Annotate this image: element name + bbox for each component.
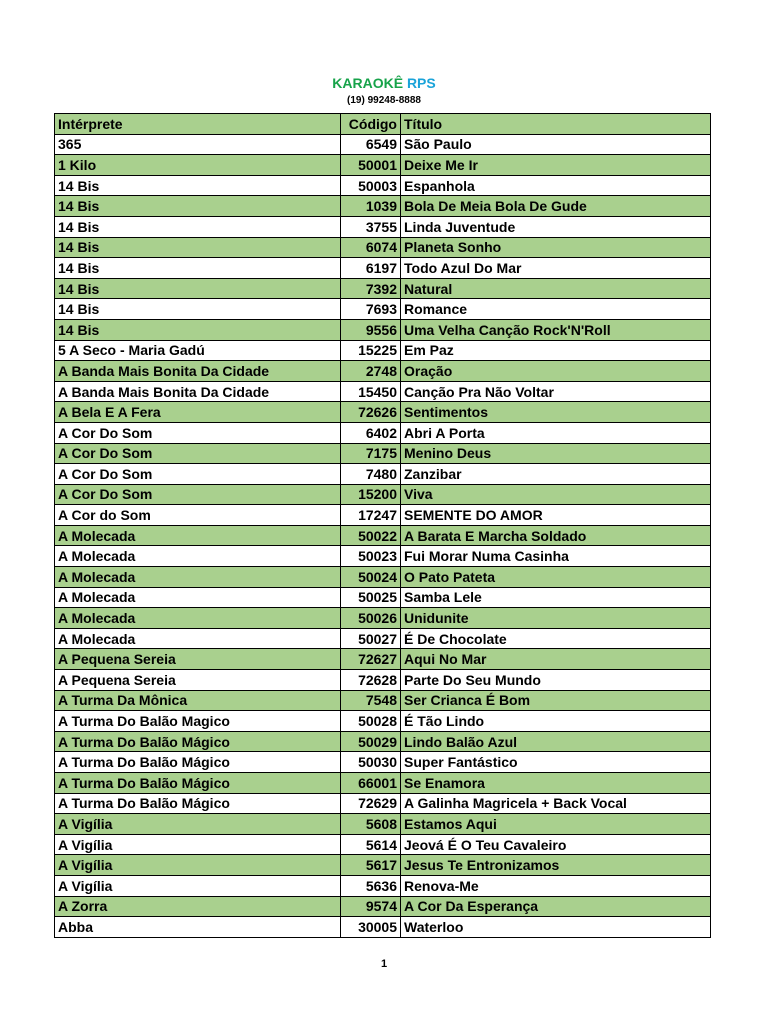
cell-code: 6074 [341, 237, 401, 258]
page-number: 1 [380, 958, 388, 970]
table-row [55, 814, 711, 835]
cell-artist: A Cor Do Som [55, 464, 341, 485]
column-header-title: Título [401, 114, 711, 135]
cell-code: 7548 [341, 690, 401, 711]
cell-code: 72627 [341, 649, 401, 670]
document-header [0, 74, 768, 108]
table-row [55, 773, 711, 794]
cell-artist: 14 Bis [55, 278, 341, 299]
cell-title: É Tão Lindo [401, 711, 711, 732]
table-row [55, 402, 711, 423]
cell-title: Super Fantástico [401, 752, 711, 773]
table-row [55, 855, 711, 876]
cell-artist: A Molecada [55, 608, 341, 629]
cell-code: 50003 [341, 175, 401, 196]
cell-code: 50028 [341, 711, 401, 732]
cell-artist: A Pequena Sereia [55, 670, 341, 691]
table-row [55, 875, 711, 896]
table-row [55, 319, 711, 340]
phone-number: (19) 99248-8888 [347, 95, 421, 106]
cell-code: 5617 [341, 855, 401, 876]
cell-title: Unidunite [401, 608, 711, 629]
cell-code: 72626 [341, 402, 401, 423]
cell-title: Oração [401, 361, 711, 382]
cell-title: Fui Morar Numa Casinha [401, 546, 711, 567]
cell-artist: A Molecada [55, 525, 341, 546]
cell-title: Bola De Meia Bola De Gude [401, 196, 711, 217]
cell-artist: A Molecada [55, 546, 341, 567]
cell-artist: A Turma Do Balão Magico [55, 711, 341, 732]
cell-artist: A Vigília [55, 814, 341, 835]
cell-code: 2748 [341, 361, 401, 382]
cell-title: Deixe Me Ir [401, 155, 711, 176]
table-row [55, 464, 711, 485]
table-row [55, 608, 711, 629]
cell-code: 30005 [341, 917, 401, 938]
table-row [55, 546, 711, 567]
table-row [55, 278, 711, 299]
cell-code: 66001 [341, 773, 401, 794]
table-header-row [55, 114, 711, 135]
table-row [55, 361, 711, 382]
cell-code: 50027 [341, 628, 401, 649]
table-row [55, 690, 711, 711]
cell-code: 15200 [341, 484, 401, 505]
table-row [55, 896, 711, 917]
cell-artist: A Turma Da Mônica [55, 690, 341, 711]
table-row [55, 216, 711, 237]
table-row [55, 711, 711, 732]
cell-title: É De Chocolate [401, 628, 711, 649]
cell-title: Natural [401, 278, 711, 299]
cell-title: Lindo Balão Azul [401, 731, 711, 752]
cell-code: 7175 [341, 443, 401, 464]
cell-title: Sentimentos [401, 402, 711, 423]
cell-title: Abri A Porta [401, 422, 711, 443]
cell-title: Em Paz [401, 340, 711, 361]
cell-code: 50030 [341, 752, 401, 773]
cell-code: 5636 [341, 875, 401, 896]
table-row [55, 752, 711, 773]
cell-title: Espanhola [401, 175, 711, 196]
table-row [55, 258, 711, 279]
cell-title: Renova-Me [401, 875, 711, 896]
cell-title: São Paulo [401, 134, 711, 155]
cell-artist: A Cor do Som [55, 505, 341, 526]
table-row [55, 525, 711, 546]
cell-title: Ser Crianca É Bom [401, 690, 711, 711]
table-row [55, 793, 711, 814]
table-row [55, 628, 711, 649]
cell-artist: A Molecada [55, 628, 341, 649]
cell-artist: 1 Kilo [55, 155, 341, 176]
cell-code: 7392 [341, 278, 401, 299]
cell-artist: A Bela E A Fera [55, 402, 341, 423]
cell-code: 7480 [341, 464, 401, 485]
cell-title: Canção Pra Não Voltar [401, 381, 711, 402]
cell-code: 50001 [341, 155, 401, 176]
table-row [55, 237, 711, 258]
cell-title: Linda Juventude [401, 216, 711, 237]
table-row [55, 299, 711, 320]
table-row [55, 567, 711, 588]
cell-artist: A Vigília [55, 875, 341, 896]
cell-artist: 14 Bis [55, 319, 341, 340]
title-rps: RPS [406, 75, 436, 91]
cell-artist: A Cor Do Som [55, 484, 341, 505]
document-title [0, 74, 768, 92]
cell-code: 5614 [341, 834, 401, 855]
cell-artist: A Molecada [55, 567, 341, 588]
cell-title: A Cor Da Esperança [401, 896, 711, 917]
cell-title: O Pato Pateta [401, 567, 711, 588]
cell-artist: A Banda Mais Bonita Da Cidade [55, 361, 341, 382]
table-row [55, 443, 711, 464]
cell-code: 72629 [341, 793, 401, 814]
table-row [55, 340, 711, 361]
cell-code: 50025 [341, 587, 401, 608]
cell-artist: A Turma Do Balão Mágico [55, 773, 341, 794]
cell-title: Romance [401, 299, 711, 320]
cell-artist: 14 Bis [55, 237, 341, 258]
cell-title: A Barata E Marcha Soldado [401, 525, 711, 546]
cell-code: 6549 [341, 134, 401, 155]
table-row [55, 649, 711, 670]
cell-title: SEMENTE DO AMOR [401, 505, 711, 526]
cell-artist: A Zorra [55, 896, 341, 917]
cell-code: 50026 [341, 608, 401, 629]
table-row [55, 134, 711, 155]
cell-artist: Abba [55, 917, 341, 938]
cell-code: 17247 [341, 505, 401, 526]
table-row [55, 175, 711, 196]
cell-artist: A Turma Do Balão Mágico [55, 752, 341, 773]
cell-title: Se Enamora [401, 773, 711, 794]
cell-title: Menino Deus [401, 443, 711, 464]
cell-code: 9556 [341, 319, 401, 340]
cell-title: Jeová É O Teu Cavaleiro [401, 834, 711, 855]
table-row [55, 196, 711, 217]
cell-title: Jesus Te Entronizamos [401, 855, 711, 876]
table-row [55, 422, 711, 443]
cell-artist: A Turma Do Balão Mágico [55, 731, 341, 752]
cell-artist: A Pequena Sereia [55, 649, 341, 670]
cell-artist: A Vigília [55, 855, 341, 876]
table-row [55, 484, 711, 505]
cell-title: A Galinha Magricela + Back Vocal [401, 793, 711, 814]
song-table [54, 113, 711, 938]
cell-code: 5608 [341, 814, 401, 835]
cell-title: Uma Velha Canção Rock'N'Roll [401, 319, 711, 340]
cell-title: Todo Azul Do Mar [401, 258, 711, 279]
cell-title: Estamos Aqui [401, 814, 711, 835]
cell-artist: 365 [55, 134, 341, 155]
cell-code: 50023 [341, 546, 401, 567]
cell-artist: A Banda Mais Bonita Da Cidade [55, 381, 341, 402]
cell-code: 15225 [341, 340, 401, 361]
cell-title: Parte Do Seu Mundo [401, 670, 711, 691]
cell-artist: A Turma Do Balão Mágico [55, 793, 341, 814]
table-row [55, 155, 711, 176]
cell-artist: A Vigília [55, 834, 341, 855]
cell-artist: 14 Bis [55, 175, 341, 196]
cell-code: 1039 [341, 196, 401, 217]
cell-code: 50024 [341, 567, 401, 588]
cell-title: Samba Lele [401, 587, 711, 608]
cell-artist: 14 Bis [55, 216, 341, 237]
cell-artist: A Cor Do Som [55, 422, 341, 443]
cell-artist: 5 A Seco - Maria Gadú [55, 340, 341, 361]
cell-artist: 14 Bis [55, 299, 341, 320]
cell-code: 6402 [341, 422, 401, 443]
cell-title: Planeta Sonho [401, 237, 711, 258]
cell-artist: 14 Bis [55, 196, 341, 217]
table-row [55, 834, 711, 855]
column-header-artist: Intérprete [55, 114, 341, 135]
column-header-code: Código [341, 114, 401, 135]
table-row [55, 587, 711, 608]
cell-code: 9574 [341, 896, 401, 917]
cell-code: 3755 [341, 216, 401, 237]
cell-title: Aqui No Mar [401, 649, 711, 670]
cell-title: Viva [401, 484, 711, 505]
cell-code: 72628 [341, 670, 401, 691]
cell-artist: A Molecada [55, 587, 341, 608]
title-karaoke: KARAOKÊ [332, 75, 404, 91]
table-row [55, 505, 711, 526]
cell-title: Zanzibar [401, 464, 711, 485]
table-row [55, 731, 711, 752]
cell-code: 50029 [341, 731, 401, 752]
table-row [55, 917, 711, 938]
cell-code: 50022 [341, 525, 401, 546]
cell-title: Waterloo [401, 917, 711, 938]
cell-code: 15450 [341, 381, 401, 402]
cell-artist: 14 Bis [55, 258, 341, 279]
cell-code: 6197 [341, 258, 401, 279]
cell-code: 7693 [341, 299, 401, 320]
cell-artist: A Cor Do Som [55, 443, 341, 464]
table-row [55, 670, 711, 691]
table-row [55, 381, 711, 402]
